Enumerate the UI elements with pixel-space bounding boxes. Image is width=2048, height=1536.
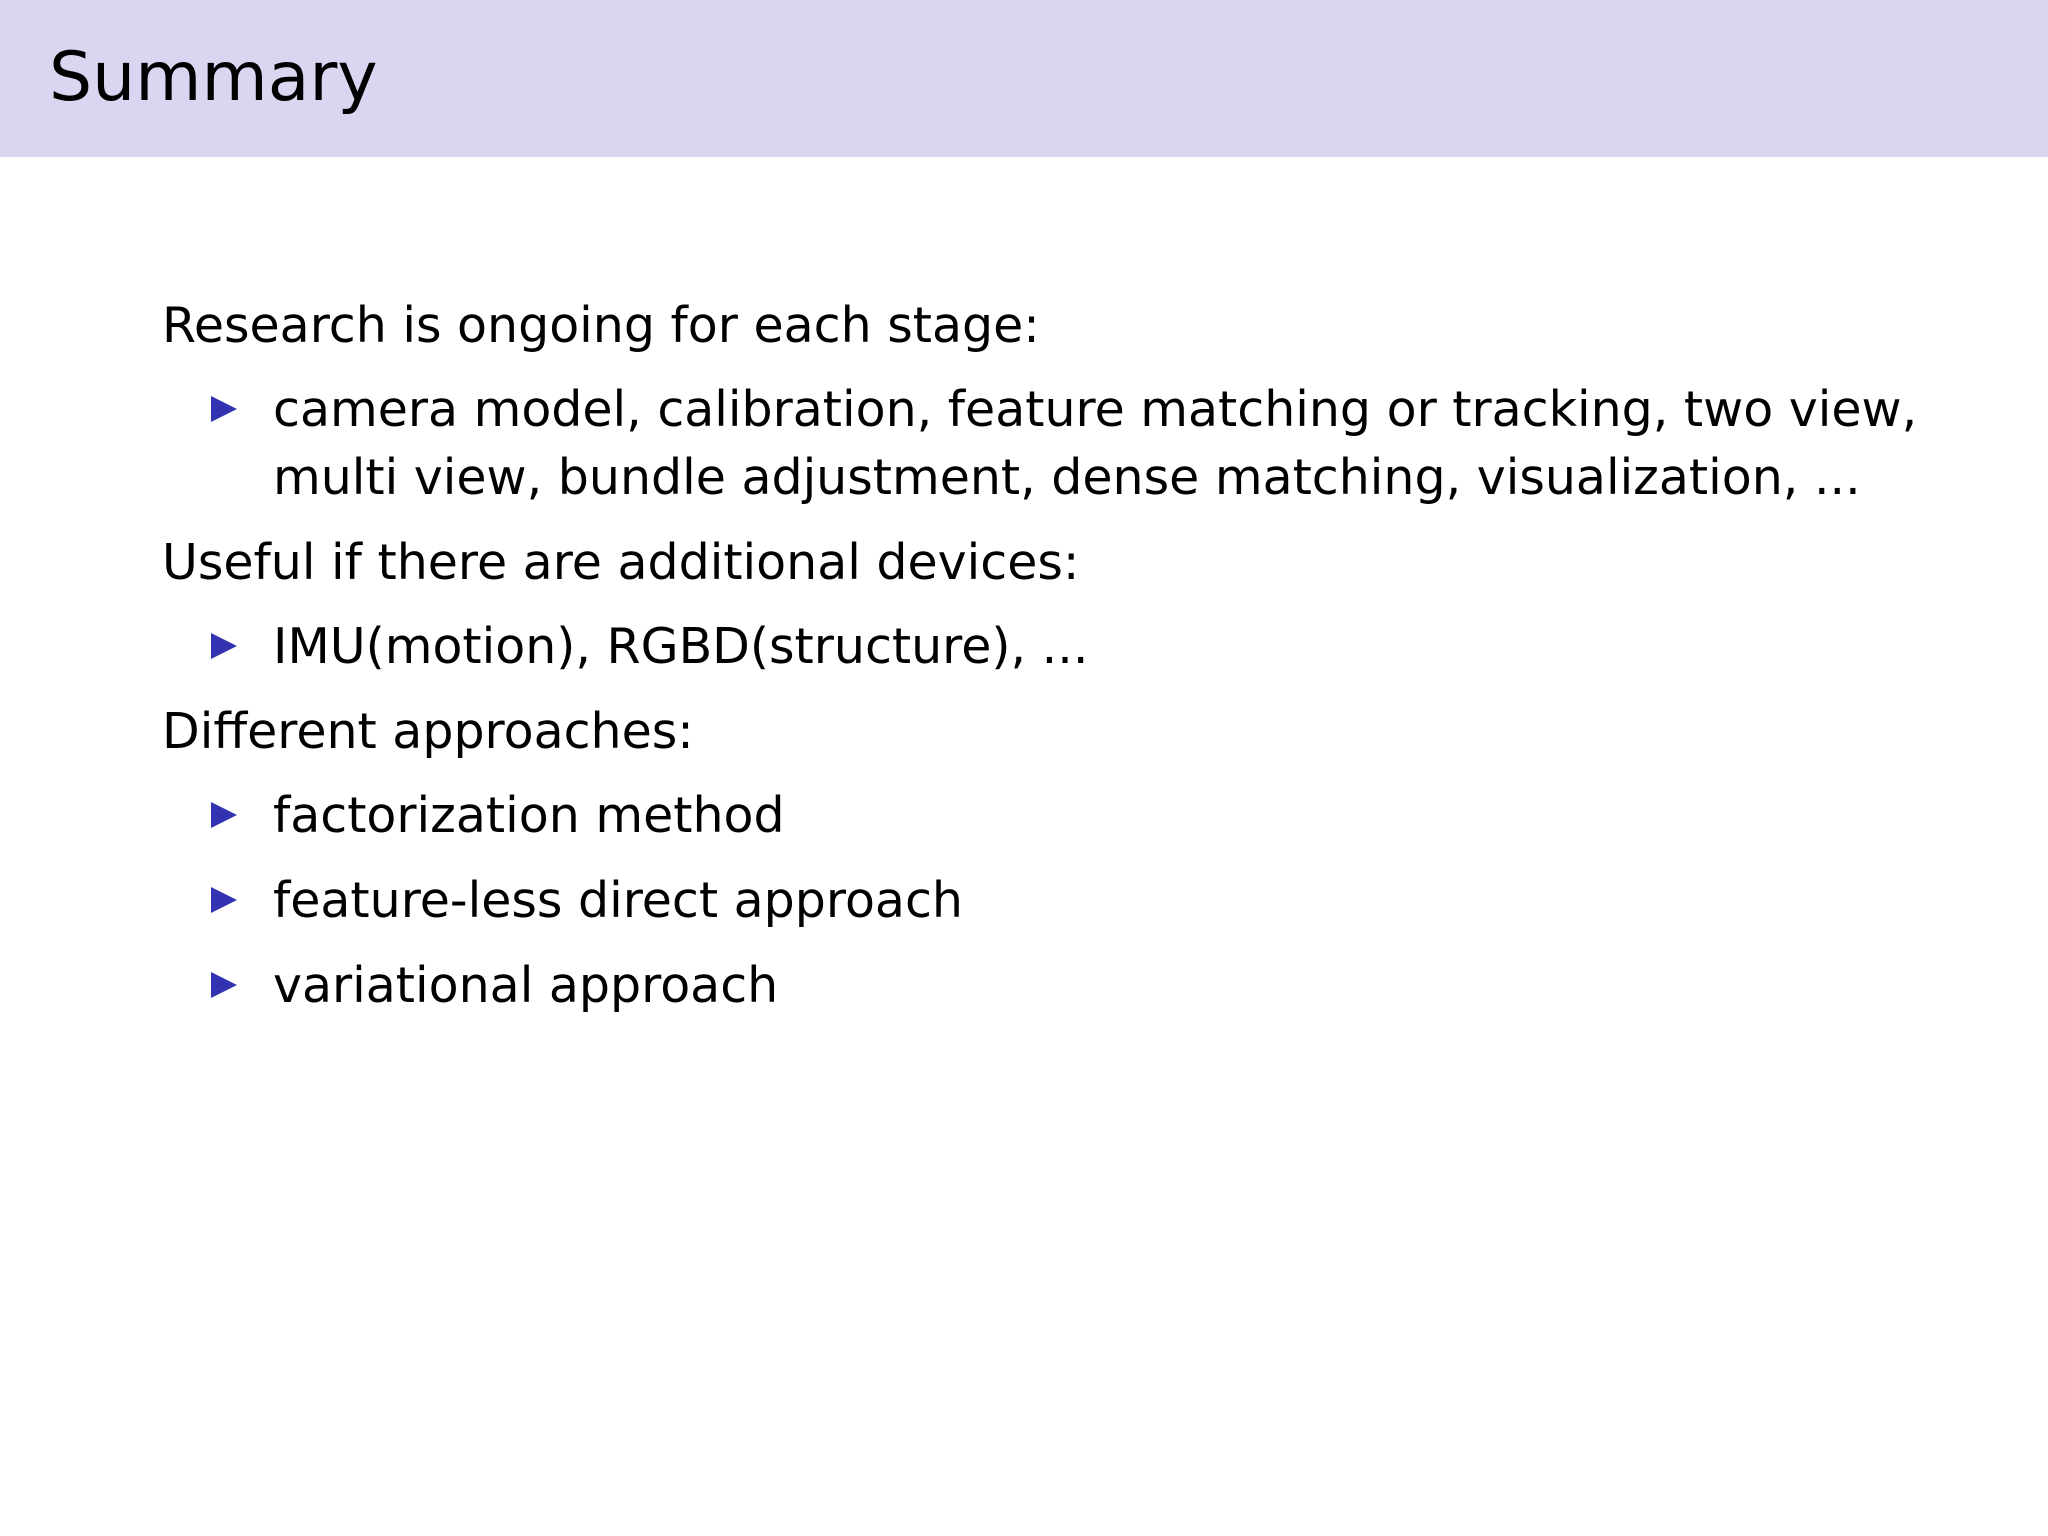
list-item <box>211 867 1861 935</box>
section-heading-approaches: Different approaches: <box>162 703 694 760</box>
triangle-bullet-icon <box>211 887 237 913</box>
list-item <box>211 613 1861 681</box>
list-item <box>211 376 1918 512</box>
list-item-line: multi view, bundle adjustment, dense matching, visualization, ... <box>273 449 1861 506</box>
list-item-text: feature-less direct approach <box>273 872 963 929</box>
list-item-text: factorization method <box>273 787 785 844</box>
list-item-text: variational approach <box>273 957 779 1014</box>
triangle-bullet-icon <box>211 396 237 422</box>
triangle-bullet-icon <box>211 633 237 659</box>
list-item-text: IMU(motion), RGBD(structure), ... <box>273 618 1089 675</box>
list-item-text <box>273 376 1918 512</box>
list-item <box>211 782 1861 850</box>
triangle-bullet-icon <box>211 972 237 998</box>
slide-title: Summary <box>49 38 378 117</box>
section-heading-research: Research is ongoing for each stage: <box>162 297 1040 354</box>
list-item-line: camera model, calibration, feature matching or tracking, two view, <box>273 381 1918 438</box>
title-bar <box>0 0 2048 157</box>
section-heading-devices: Useful if there are additional devices: <box>162 534 1080 591</box>
triangle-bullet-icon <box>211 802 237 828</box>
list-item <box>211 952 1861 1020</box>
